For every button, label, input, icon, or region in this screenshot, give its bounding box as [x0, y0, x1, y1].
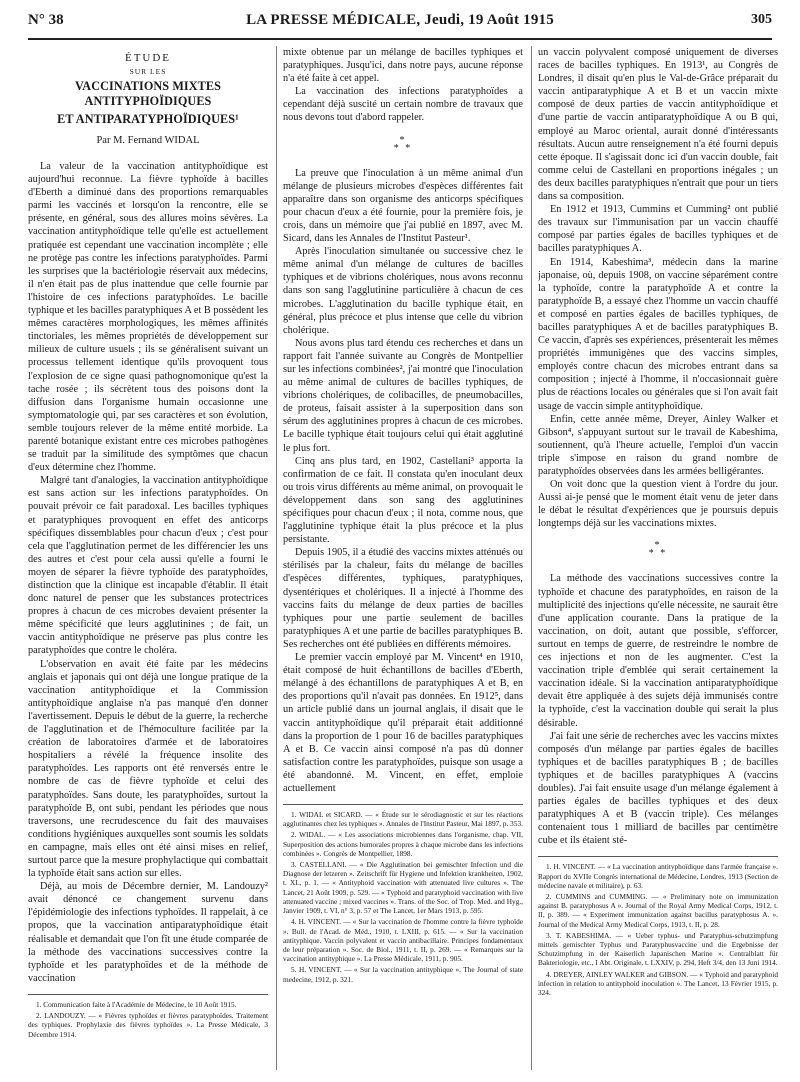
column-3 — [538, 46, 778, 1072]
article-kicker: ÉTUDE — [124, 52, 172, 64]
article-heading — [28, 52, 268, 146]
footnote: 2. CUMMINS and CUMMING. — « Preliminary note on immunization against B. paratyphosus A ». Journal of the Royal Army Medical Corps, 1912, t. II, p. 389. — « Experiment immunization against bacillus paratyphosus A. ». Journal of the Medical Army Medical Corps, 1913, t. II, p. 28. — [538, 892, 778, 929]
paragraph: mixte obtenue par un mélange de bacilles typhiques et paratyphiques. Jusqu'ici, dans notre pays, aucune réponse n'a été faite à cet appel. — [283, 47, 523, 85]
article-body — [538, 572, 778, 847]
separator-star-top: * — [399, 134, 407, 146]
footnote: 2. LANDOUZY. — « Fièvres typhoïdes et fièvres paratyphoïdes. Traitement des typhiques. Prophylaxie des fièvres typhoïdes ». La Presse Médicale, 3 Décembre 1914. — [28, 1011, 268, 1039]
article-title-line-2: ET ANTIPARATYPHOÏDIQUES¹ — [57, 112, 239, 126]
article-body — [283, 167, 523, 796]
separator-stars-bottom: * * — [393, 142, 413, 154]
column-divider — [276, 46, 277, 1070]
paragraph: En 1912 et 1913, Cummins et Cumming² ont publié des travaux sur l'immunisation par un vaccin chauffé composé par parties égales de bacilles typhiques et de bacilles paratyphiques A. — [538, 204, 778, 255]
separator-stars-bottom: * * — [648, 548, 668, 560]
paragraph: L'observation en avait été faite par les médecins anglais et japonais qui ont déjà une longue pratique de la vaccination antityphoïdique et la Commission antityphoïdique anglaise n'a pas manqué d'en donner l'avertissement. Depuis le début de la guerre, la recherche de l'agglutination et de l'hémoculture facilitée par la création de laboratoires d'armée et de laboratoires hospitaliers a révélé la fréquence insolite des paratyphoïdes. Les rapports ont été renversés entre le nombre de cas de fièvre typhoïde et celui des paratyphoïdes. Sans doute, les paratyphoïdes, surtout la paratyphoïde B, ont subi, pendant les périodes que nous traversons, une recrudescence du fait des mauvaises conditions hygiéniques auxquelles sont soumis les soldats en campagne, mais elles ont été ainsi mises en relief, surtout parce que la mesure prophylactique qui combattait la typhoïde était sans action sur elles. — [28, 658, 268, 880]
paragraph: Depuis 1905, il a étudié des vaccins mixtes atténués ou stérilisés par la chaleur, faits du mélange de bacilles d'espèces différentes, typhiques, paratyphiques, dysentériques et cholériques. Il a injecté à l'homme des vaccins faits du mélange de deux parties de bacilles typhiques pour une partie seulement de bacilles paratyphiques A et une partie de bacilles paratyphiques B. Ses recherches ont été publiées en différents mémoires. — [283, 547, 523, 650]
paragraph: Déjà, au mois de Décembre dernier, M. Landouzy² avait dénoncé ce changement survenu dans l'épidémiologie des infections typhoïdes. Il rappelait, à ce propos, que la vaccination antiparatyphoïdique était réalisable et demandait que l'on fît une étude comparée de la méthode des vaccinations successives contre la typhoïde et les paratyphoïdes et de la méthode de vaccination — [28, 881, 268, 984]
paragraph: La méthode des vaccinations successives contre la typhoïde et chacune des paratyphoïdes, en raison de la multiplicité des injections qu'elle nécessite, ne saurait être d'une application courante. Dans la pratique de la vaccination, on doit, autant que possible, s'efforcer, surtout en temps de guerre, de restreindre le nombre de ces injections et non de les augmenter. C'est la vaccination triple d'emblée qui serait certainement la vaccination idéale. Si la vaccination antiparatyphoïdique devait être appliquée à des sujets déjà immunisés contre la typhoïde, c'est la vaccination double qui serait la plus désirable. — [538, 573, 778, 729]
footnote: 4. H. VINCENT. — « Sur la vaccination de l'homme contre la fièvre typhoïde ». Bull. de l'Acad. de Méd., 1910, t. LXIII, p. 615. — « Sur la vaccination antityphique. Vaccin polyvalent et vaccin antibacillaire. Principes fondamentaux de leur préparation ». Soc. de Biol., 1911, t. II, p. 269. — « Remarques sur la vaccination antityphique ». La Presse Médicale, 1911, p. 905. — [283, 917, 523, 964]
footnote: 3. T. KABESHIMA. — « Ueber typhus- und Paratyphus-schutzimpfung mittels gemischter Typhus und Paratyphusvaccine und die Ergebnisse der Schutzimpfung in der Kaiserlich Japanischen Marine ». Centralblatt für Bakteriologie, etc., I Abt. Originale, t. LXXIV, p. 294, Heft 3/4, den 13 Juni 1914. — [538, 930, 778, 968]
footnote-rule — [538, 856, 778, 857]
paragraph: un vaccin polyvalent composé uniquement de diverses races de bacilles typhiques. En 1913¹, au Congrès de Londres, il disait qu'en plus le Val-de-Grâce préparait du vaccin antiparatyphique A et B et un vaccin mixte composé de deux parties de vaccin antityphoïdique et d'une partie de vaccin antiparatyphoïdique A ou B qui, employé au Maroc oriental, aurait donné d'intéressants résultats. Aucun autre renseignement n'a été fourni depuis cette époque. Il s'agissait donc ici d'un vaccin double, fait comme celui de Castellani en proportions inégales ; un des deux bacilles paratyphiques n'entrait que pour un tiers dans sa composition. — [538, 47, 778, 203]
paragraph: La valeur de la vaccination antityphoïdique est aujourd'hui reconnue. La fièvre typhoïde à bacilles d'Eberth a diminué dans des proportions remarquables parmi les vaccinés et lorsqu'on la rencontre, elle se présente, en général, sous des allures moins sévères. La vaccination antityphoïdique telle qu'elle est actuellement pratiquée est cependant une vaccination incomplète ; elle ne protège pas contre les infections paratyphoïdes. Parmi les surprises que la bactériologie réservait aux médecins, il n'en était pas de plus inattendue que celle fournie par l'histoire de ces infections paratyphoïdes. Le bacille typhique et les bacilles paratyphiques A et B possèdent les mêmes caractères morphologiques, les mêmes affinités tinctoriales, les mêmes propriétés de développement sur milieux de culture usuels ; ils se généralisent suivant un processus tellement identique qu'ils provoquent tous l'explosion de ce signe quasi pathognomonique qu'est la tache rosée ; ils sécrètent tous des poisons dont la diffusion dans l'organisme humain occasionne une symptomatologie qui, par ses caractères et son évolution, semble toujours relever de la même entité morbide. La parenté botanique existant entre ces microbes pathogènes se traduit par la similitude des symptômes que chacun d'eux détermine chez l'homme. — [28, 161, 268, 474]
column-2 — [283, 46, 523, 1072]
article-body — [283, 46, 523, 125]
footnote: 1. H. VINCENT. — « La vaccination antityphoïdique dans l'armée française ». Rapport du XVIIe Congrès international de Médecine, Londres, 1913 (Section de médecine navale et militaire), p. 63. — [538, 862, 778, 890]
paragraph: J'ai fait une série de recherches avec les vaccins mixtes composés d'un mélange par parties égales de bacilles typhiques et de bacilles paratyphiques B ; de bacilles typhiques et de bacilles paratyphiques A (vaccins doubles). J'ai fait ensuite usage d'un mélange également à parties égales de bacilles typhiques et des deux paratyphiques A et B (vaccin triple). Ces mélanges contenaient tous 1 milliard de bacilles par centimètre cube et ils étaient sté- — [538, 730, 778, 847]
section-separator — [538, 542, 778, 558]
article-subkicker: SUR LES — [129, 67, 167, 76]
footnote: 2. WIDAL. — « Les associations microbiennes dans l'organisme, chap. VII, Superposition des actions humorales propres à chaque microbe dans les infections combinées ». Congrès de Montpellier, 1898. — [283, 830, 523, 858]
paragraph: Enfin, cette année même, Dreyer, Ainley Walker et Gibson⁴, s'appuyant surtout sur le travail de Kabeshima, soutiennent, qu'à l'heure actuelle, l'emploi d'un vaccin triple s'impose en raison du grand nombre de paratyphoïdes observées dans les armées belligérantes. — [538, 413, 778, 477]
paragraph: Après l'inoculation simultanée ou successive chez le même animal d'un mélange de cultures de bacilles typhiques et de vibrions cholériques, nous avons reconnu dans son sang l'agglutinine particulière à chacun de ces microbes. L'agglutination du bacille typhique était, en général, plus précoce et plus intense que celle du vibrion cholérique. — [283, 246, 523, 336]
separator-star-top: * — [654, 540, 662, 552]
issue-number: N° 38 — [28, 12, 64, 28]
section-separator — [283, 134, 523, 154]
header-rule — [28, 38, 772, 40]
paragraph: Le premier vaccin employé par M. Vincent⁴ en 1910, était composé de huit échantillons de bacilles d'Eberth, mélangé à des échantillons de paratyphiques A et B, en des proportions qu'il n'avait pas données. En 1912⁵, dans un article publié dans un journal anglais, il disait que le vaccin antityphoïdique qu'il préparait était additionné dans la proportion de 1 pour 16 de bacilles paratyphiques A et B. Ce vaccin ainsi composé n'a pas dû donner satisfaction contre les paratyphoïdes, puisque son usage a été abandonné. M. Vincent, en effet, emploie actuellement — [283, 652, 523, 794]
page-number: 305 — [751, 12, 772, 27]
footnote: 1. WIDAL et SICARD. — « Étude sur le sérodiagnostic et sur les réactions agglutinantes chez les typhiques ». Annales de l'Institut Pasteur, Mai 1897, p. 353. — [283, 810, 523, 829]
footnote: 3. CASTELLANI. — « Die Agglutination bei gemischter Infection und die Diagnose der letzeren ». Zeitschrift für Hygiene und Infektion krankheiten, 1902, t. XL, p. 1. — « Antityphoid vaccination with attenuated live cultures ». The Lancet, 21 Août 1909, p. 529. — « Typhoid and paratyphoid vaccination with live attenuated vaccine ; mixed vaccines ». Trans. of the Soc. of Trop. Med. and Hyg., Janvier 1909, t. VI, n° 3, p. 57 et The Lancet, 1er Mars 1913, p. 595. — [283, 860, 523, 916]
footnote: 5. H. VINCENT. — « Sur la vaccination antityphique ». The Journal of state medecine, 1912, p. 321. — [283, 965, 523, 984]
article-title-line-1: VACCINATIONS MIXTES ANTITYPHOÏDIQUES — [74, 79, 222, 108]
paragraph: Nous avons plus tard étendu ces recherches et dans un rapport fait l'année suivante au Congrès de Montpellier sur les infections combinées², j'ai montré que l'inoculation au même animal de cultures de bacilles typhiques, de vibrions cholériques, de colibacilles, de pneumobacilles, de proteus, faisait assister à la superposition dans son sérum des agglutinines propres à chacun de ces microbes. Le bacille typhique était toujours celui qui était agglutiné le plus fort. — [283, 337, 523, 454]
running-header — [28, 12, 772, 34]
column-1 — [28, 46, 268, 1072]
footnote: 4. DREYER, AINLEY WALKER and GIBSON. — « Typhoid and paratyphoid infection in relation to antityphoid inoculation ». The Lancet, 13 Février 1915, p. 324. — [538, 969, 778, 998]
article-body — [28, 160, 268, 985]
paragraph: On voit donc que la question vient à l'ordre du jour. Aussi ai-je pensé que le moment était venu de jeter dans le débat le résultat d'expériences que je poursuis depuis longtemps déjà sur les vaccinations mixtes. — [538, 479, 778, 530]
paragraph: La preuve que l'inoculation à un même animal d'un mélange de plusieurs microbes d'espèces différentes fait apparaître dans son organisme des anticorps spécifiques pour chacun d'eux a été fournie, pour la première fois, je crois, dans un mémoire que j'ai publié en 1897, avec M. Sicard, dans les Annales de l'Institut Pasteur¹. — [283, 167, 523, 245]
paragraph: Malgré tant d'analogies, la vaccination antityphoïdique est sans action sur les infections paratyphoïdes. On pouvait prévoir ce fait paradoxal. Les bacilles typhiques et paratyphiques provoquent en effet des anticorps spécifiques dissemblables pour chacun d'eux ; c'est pour cela que l'agglutination permet de les différencier les uns des autres et c'est pour cela aussi qu'elle a fourni le moyen de séparer la fièvre typhoïde des paratyphoïdes, distinction que la clinique est incapable d'établir. Il était donc naturel de penser que les substances protectrices propres à chacun de ces microbes devaient présenter la même spécificité que leurs agglutinines ; de fait, un vaccin antityphoïdique ne préserve pas plus contre les paratyphoïdes que contre le choléra. — [28, 475, 268, 657]
footnote-rule — [283, 804, 523, 805]
publication-title: LA PRESSE MÉDICALE, Jeudi, 19 Août 1915 — [246, 12, 554, 28]
footnote: 1. Communication faite à l'Académie de Médecine, le 10 Août 1915. — [36, 999, 237, 1009]
paragraph: La vaccination des infections paratyphoïdes a cependant déjà suscité un certain nombre de travaux que nous devons tout d'abord rappeler. — [283, 86, 523, 124]
paragraph: En 1914, Kabeshima³, médecin dans la marine japonaise, où, depuis 1908, on vaccine séparément contre la typhoïde, contre la paratyphoïde A et contre la paratyphoïde B, a essayé chez l'homme un vaccin chauffé et composé en parties égales de bacilles typhiques, de bacilles paratyphiques A et de bacilles paratyphiques B. Ce vaccin, d'après ses expériences, présenterait les mêmes propriétés immunigènes que des vaccins simples, employés contre chacun des microbes entrant dans sa composition ; injecté à l'homme, il n'occasionnait guère plus de réactions locales ou générales que si l'on avait fait usage de vaccin simple antityphoïdique. — [538, 256, 778, 412]
footnote-rule — [28, 994, 268, 995]
column-divider — [531, 46, 532, 1070]
paragraph: Cinq ans plus tard, en 1902, Castellani³ apporta la confirmation de ce fait. Il constata qu'en inoculant deux ou trois virus différents au même animal, on provoquait le développement dans son sang des agglutinines spécifiques pour chacun d'eux ; il nota, comme nous, que l'agglutinine typhique était la plus précoce et la plus persistante. — [283, 455, 523, 546]
article-body — [538, 46, 778, 530]
article-author: Par M. Fernand WIDAL — [96, 135, 200, 146]
